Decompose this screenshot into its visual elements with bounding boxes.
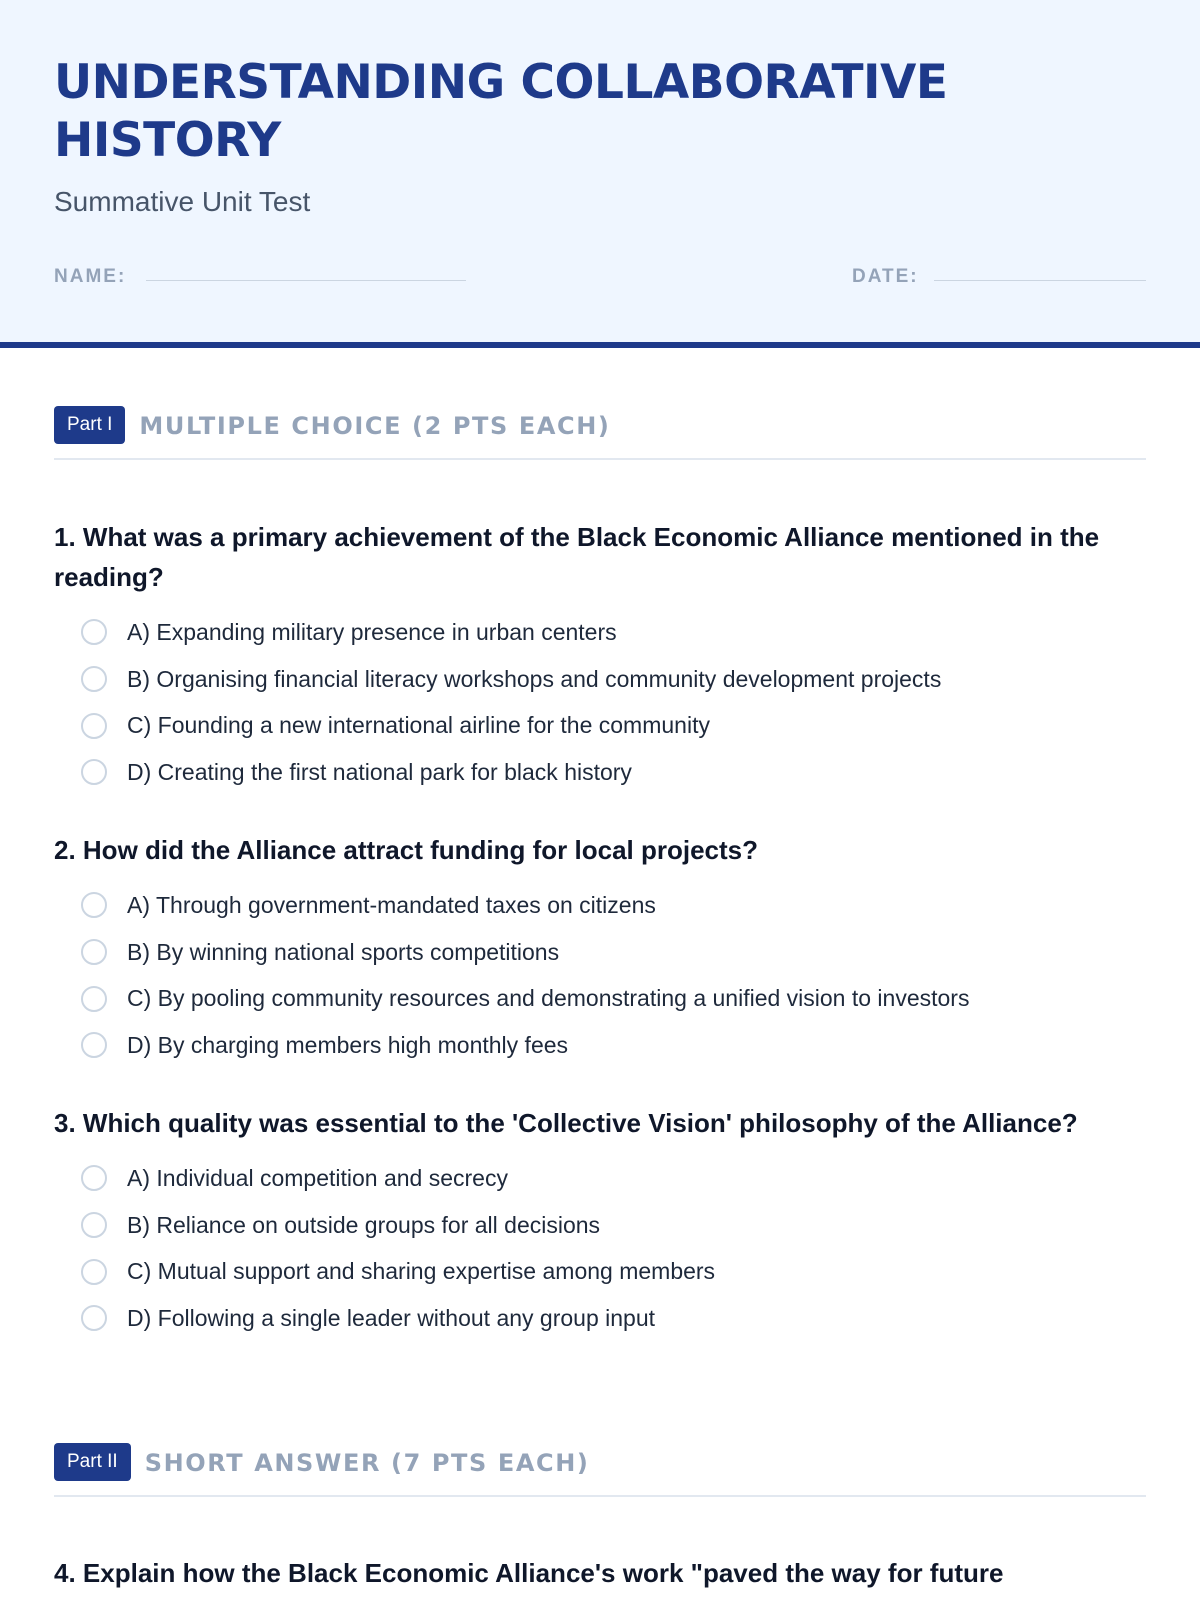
part-1-badge: Part I	[54, 406, 125, 444]
option-a[interactable]	[81, 1155, 1146, 1202]
question-text: 3. Which quality was essential to the 'Collective Vision' philosophy of the Alliance?	[54, 1108, 1078, 1138]
option-c[interactable]	[81, 702, 1146, 749]
option-d[interactable]	[81, 1295, 1146, 1342]
option-label: D) By charging members high monthly fees	[127, 1031, 569, 1058]
radio-button[interactable]	[81, 892, 107, 918]
option-label: D) Creating the first national park for black history	[127, 758, 632, 785]
option-label: D) Following a single leader without any group input	[127, 1304, 656, 1331]
radio-button[interactable]	[81, 619, 107, 645]
option-label: C) By pooling community resources and demonstrating a unified vision to investors	[127, 985, 970, 1012]
option-d[interactable]	[81, 749, 1146, 796]
question-1	[54, 517, 1146, 796]
question-3	[54, 1103, 1146, 1342]
option-list	[54, 1155, 1146, 1342]
radio-button[interactable]	[81, 1212, 107, 1238]
radio-button[interactable]	[81, 1165, 107, 1191]
part-2-header	[54, 1443, 1146, 1497]
option-label: C) Founding a new international airline for the community	[127, 712, 710, 739]
option-c[interactable]	[81, 975, 1146, 1022]
part-1-header	[54, 406, 1146, 460]
question-4	[54, 1553, 1146, 1593]
option-label: B) Organising financial literacy workshops and community development projects	[127, 665, 942, 692]
option-b[interactable]	[81, 1202, 1146, 1249]
option-b[interactable]	[81, 929, 1146, 976]
test-header	[0, 0, 1200, 348]
option-label: B) By winning national sports competitions	[127, 938, 560, 965]
question-text: 4. Explain how the Black Economic Alliance's work "paved the way for future	[54, 1558, 1004, 1588]
option-list	[54, 882, 1146, 1069]
name-label: NAME:	[54, 266, 127, 287]
radio-button[interactable]	[81, 1032, 107, 1058]
option-d[interactable]	[81, 1022, 1146, 1069]
part-2-title: SHORT ANSWER (7 PTS EACH)	[144, 1449, 590, 1477]
option-a[interactable]	[81, 609, 1146, 656]
test-title: UNDERSTANDING COLLABORATIVE HISTORY	[54, 55, 948, 168]
radio-button[interactable]	[81, 986, 107, 1012]
part-1-title: MULTIPLE CHOICE (2 PTS EACH)	[139, 412, 611, 440]
radio-button[interactable]	[81, 666, 107, 692]
question-2	[54, 830, 1146, 1069]
question-text: 1. What was a primary achievement of the Black Economic Alliance mentioned in the reading?	[54, 522, 1100, 592]
name-field[interactable]	[146, 280, 466, 281]
student-fields	[54, 266, 1146, 290]
part-2-badge: Part II	[54, 1443, 131, 1481]
option-label: A) Through government-mandated taxes on citizens	[127, 891, 656, 918]
option-c[interactable]	[81, 1248, 1146, 1295]
option-label: B) Reliance on outside groups for all decisions	[127, 1211, 601, 1238]
option-label: A) Expanding military presence in urban centers	[127, 618, 617, 645]
radio-button[interactable]	[81, 1305, 107, 1331]
option-list	[54, 609, 1146, 796]
date-label: DATE:	[852, 266, 919, 287]
option-label: A) Individual competition and secrecy	[127, 1164, 508, 1191]
radio-button[interactable]	[81, 759, 107, 785]
option-b[interactable]	[81, 656, 1146, 703]
option-a[interactable]	[81, 882, 1146, 929]
date-field[interactable]	[934, 280, 1146, 281]
radio-button[interactable]	[81, 713, 107, 739]
test-subtitle: Summative Unit Test	[54, 186, 311, 217]
radio-button[interactable]	[81, 939, 107, 965]
option-label: C) Mutual support and sharing expertise among members	[127, 1258, 716, 1285]
radio-button[interactable]	[81, 1259, 107, 1285]
question-text: 2. How did the Alliance attract funding for local projects?	[54, 835, 759, 865]
